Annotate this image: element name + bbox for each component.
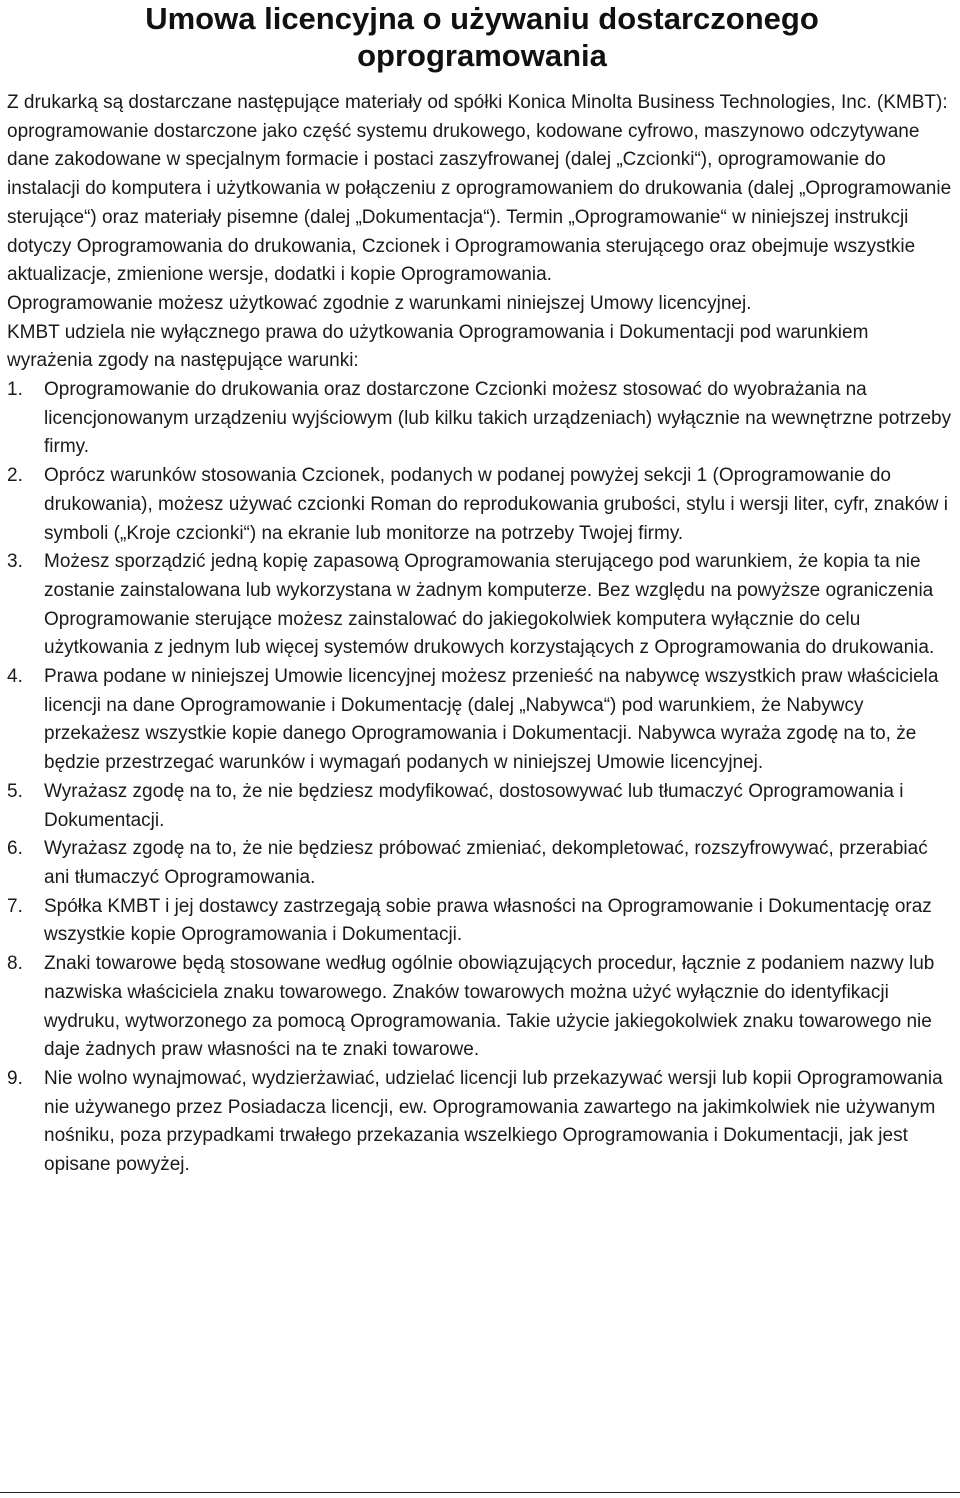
list-item-text: Znaki towarowe będą stosowane według ogólnie obowiązujących procedur, łącznie z podaniem nazwy lub nazwiska właściciela znaku towarowego. Znaków towarowych można użyć wyłącznie do identyfikacji wydruku, wytworzonego za pomocą Oprogramowania. Takie użycie jakiegokolwiek znaku towarowego nie daje żadnych praw własności na te znaki towarowe.	[44, 953, 935, 1061]
terms-list	[7, 376, 952, 1180]
list-item	[7, 950, 952, 1065]
usage-paragraph: Oprogramowanie możesz użytkować zgodnie z warunkami niniejszej Umowy licencyjnej.	[7, 292, 752, 314]
list-item	[7, 548, 952, 663]
list-item-number: 1.	[7, 379, 23, 401]
list-item-text: Prawa podane w niniejszej Umowie licencyjnej możesz przenieść na nabywcę wszystkich praw właściciela licencji na dane Oprogramowanie i Dokumentację (dalej „Nabywca“) pod warunkiem, że Nabywcy przekażesz wszystkie kopie danego Oprogramowania i Dokumentacji. Nabywca wyraża zgodę na to, że będzie przestrzegać warunków i wymagań podanych w niniejszej Umowie licencyjnej.	[44, 666, 939, 774]
list-item-number: 4.	[7, 666, 23, 688]
list-item-text: Spółka KMBT i jej dostawcy zastrzegają sobie prawa własności na Oprogramowanie i Dokumentację oraz wszystkie kopie Oprogramowania i Dokumentacji.	[44, 895, 932, 946]
document-body	[7, 89, 952, 1180]
list-item	[7, 835, 952, 892]
document-title-line2: oprogramowania	[357, 38, 607, 73]
list-item-number: 9.	[7, 1067, 23, 1089]
list-item	[7, 893, 952, 950]
list-item-text: Oprócz warunków stosowania Czcionek, podanych w podanej powyżej sekcji 1 (Oprogramowanie do drukowania), możesz używać czcionki Roman do reprodukowania grubości, stylu i wersji liter, cyfr, znaków i symboli („Kroje czcionki“) na ekranie lub monitorze na potrzeby Twojej firmy.	[44, 465, 948, 544]
list-item-text: Możesz sporządzić jedną kopię zapasową Oprogramowania sterującego pod warunkiem, że kopia ta nie zostanie zainstalowana lub wykorzystana w żadnym komputerze. Bez względu na powyższe ograniczenia Oprogramowanie sterujące możesz zainstalować do jakiegokolwiek komputera wyłącznie do celu użytkowania z jednym lub więcej systemów drukowych korzystających z Oprogramowania do drukowania.	[44, 551, 935, 659]
list-item-text: Nie wolno wynajmować, wydzierżawiać, udzielać licencji lub przekazywać wersji lub kopii Oprogramowania nie używanego przez Posiadacza licencji, ew. Oprogramowania zawartego na jakimkolwiek nie używanym nośniku, poza przypadkami trwałego przekazania wszelkiego Oprogramowania i Dokumentacji, jak jest opisane powyżej.	[44, 1067, 943, 1176]
list-item-text: Oprogramowanie do drukowania oraz dostarczone Czcionki możesz stosować do wyobrażania na licencjonowanym urządzeniu wyjściowym (lub kilku takich urządzeniach) wyłącznie na wewnętrzne potrzeby firmy.	[44, 379, 952, 458]
list-item	[7, 778, 952, 835]
list-item	[7, 376, 952, 462]
list-item	[7, 462, 952, 548]
list-item-text: Wyrażasz zgodę na to, że nie będziesz próbować zmieniać, dekompletować, rozszyfrowywać, przerabiać ani tłumaczyć Oprogramowania.	[44, 838, 928, 888]
page-bottom-divider	[0, 1492, 960, 1493]
list-item	[7, 663, 952, 778]
document-title-line1: Umowa licencyjna o używaniu dostarczonego	[145, 1, 819, 36]
license-grant-paragraph: KMBT udziela nie wyłącznego prawa do użytkowania Oprogramowania i Dokumentacji pod warunkiem wyrażenia zgody na następujące warunki:	[7, 321, 869, 372]
list-item-number: 3.	[7, 551, 23, 573]
list-item-number: 5.	[7, 780, 23, 802]
intro-paragraph: Z drukarką są dostarczane następujące materiały od spółki Konica Minolta Business Technologies, Inc. (KMBT): oprogramowanie dostarczone jako część systemu drukowego, kodowane cyfrowo, maszynowo odczytywane dane zakodowane w specjalnym formacie i postaci zaszyfrowanej (dalej „Czcionki“), oprogramowanie do instalacji do komputera i użytkowania w połączeniu z oprogramowaniem do drukowania (dalej „Oprogramowanie sterujące“) oraz materiały pisemne (dalej „Dokumentacja“). Termin „Oprogramowanie“ w niniejszej instrukcji dotyczy Oprogramowania do drukowania, Czcionek i Oprogramowania sterującego oraz obejmuje wszystkie aktualizacje, zmienione wersje, dodatki i kopie Oprogramowania.	[7, 92, 952, 286]
list-item-number: 6.	[7, 838, 23, 860]
document-title	[0, 0, 960, 74]
list-item-text: Wyrażasz zgodę na to, że nie będziesz modyfikować, dostosowywać lub tłumaczyć Oprogramowania i Dokumentacji.	[44, 780, 904, 831]
list-item	[7, 1065, 952, 1180]
list-item-number: 7.	[7, 895, 23, 917]
list-item-number: 2.	[7, 465, 23, 487]
list-item-number: 8.	[7, 953, 23, 975]
